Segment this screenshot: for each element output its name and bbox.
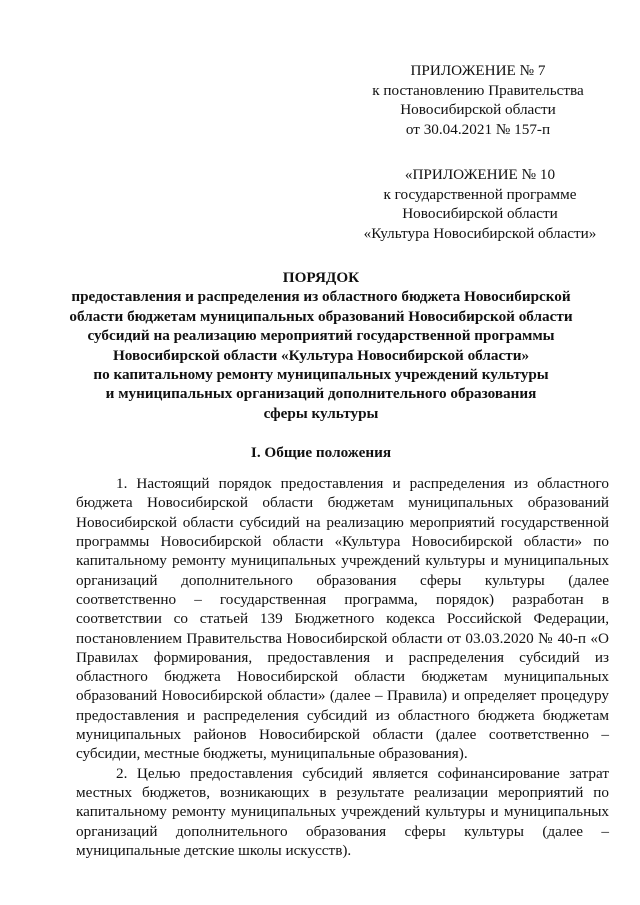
document-title	[62, 268, 580, 423]
title-line: предоставления и распределения из областного бюджета Новосибирской	[71, 288, 571, 306]
section-heading: I. Общие положения	[250, 444, 392, 461]
attachment-10-program-name: «Культура Новосибирской области»	[363, 224, 597, 242]
title-line: по капитальному ремонту муниципальных учреждений культуры	[93, 366, 549, 384]
title-line: Новосибирской области «Культура Новосибирской области»	[112, 346, 530, 364]
paragraph-1: 1. Настоящий порядок предоставления и распределения из областного бюджета Новосибирской области бюджетам муниципальных образований Новосибирской области субсидий на реализацию мероприятий государственной программы Новосибирской области «Культура Новосибирской области» по капитальному ремонту муниципальных учреждений культуры и муниципальных организаций дополнительного образования сферы культуры (далее соответственно – государственная программа, порядок) разработан в соответствии со статьей 139 Бюджетного кодекса Российской Федерации, постановлением Правительства Новосибирской области от 03.03.2020 № 40-п «О Правилах формирования, предоставления и распределения субсидий из областного бюджета Новосибирской области бюджетам муниципальных образований Новосибирской области» (далее – Правила) и определяет процедуру предоставления и распределения субсидий из областного бюджета бюджетам муниципальных районов Новосибирской области (далее соответственно – субсидии, местные бюджеты, муниципальные образования).	[76, 475, 609, 763]
attachment-7-header	[348, 61, 608, 139]
attachment-10-header	[340, 165, 620, 243]
title-main: ПОРЯДОК	[282, 269, 360, 286]
title-line: и муниципальных организаций дополнительного образования	[105, 385, 537, 403]
attachment-7-date-number: от 30.04.2021 № 157-п	[405, 120, 551, 138]
attachment-10-number: «ПРИЛОЖЕНИЕ № 10	[404, 166, 556, 183]
section-body	[76, 474, 609, 860]
title-line: сферы культуры	[263, 404, 379, 422]
attachment-7-resolution-ref: к постановлению Правительства	[372, 81, 584, 99]
title-line: области бюджетам муниципальных образований Новосибирской области	[69, 307, 573, 325]
attachment-10-region: Новосибирской области	[402, 205, 558, 222]
attachment-10-program-ref: к государственной программе	[383, 185, 577, 203]
paragraph-2: 2. Целью предоставления субсидий является софинансирование затрат местных бюджетов, возникающих в результате реализации мероприятий по капитальному ремонту муниципальных учреждений культуры и муниципальных организаций дополнительного образования сферы культуры (далее – муниципальные детские школы искусств).	[76, 764, 609, 859]
attachment-7-number: ПРИЛОЖЕНИЕ № 7	[410, 62, 546, 79]
title-line: субсидий на реализацию мероприятий государственной программы	[87, 327, 555, 345]
attachment-7-region: Новосибирской области	[400, 101, 556, 118]
